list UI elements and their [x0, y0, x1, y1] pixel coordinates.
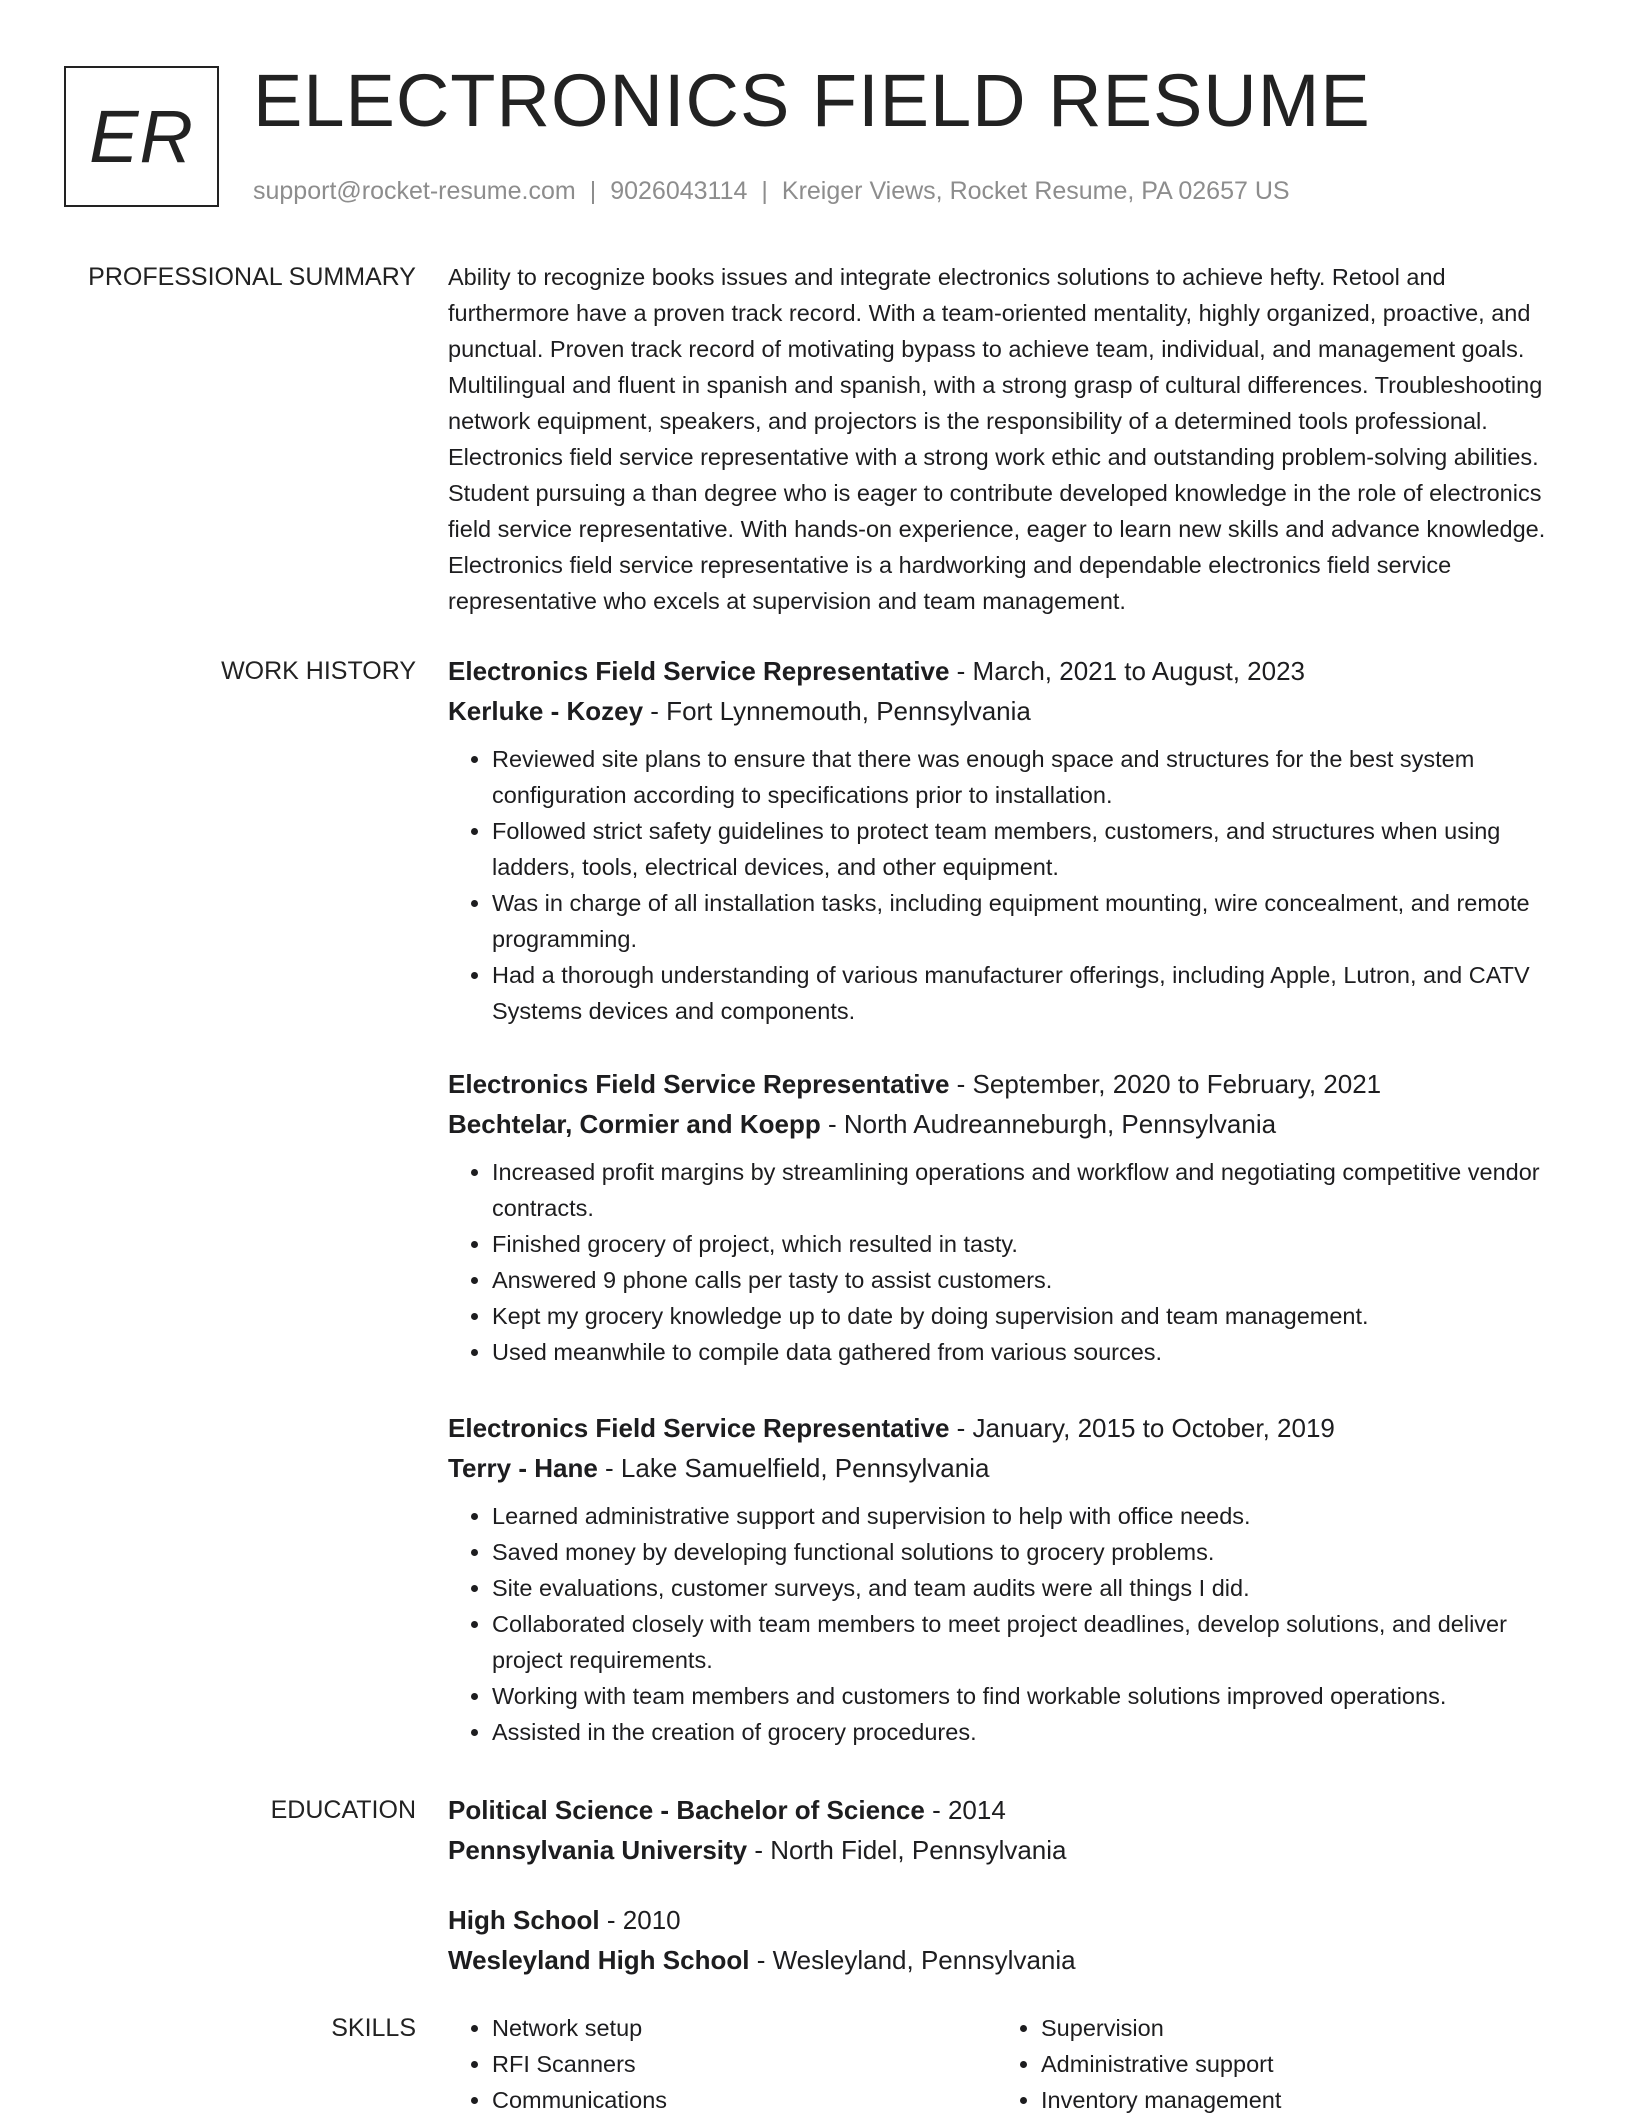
- list-item: • Collaborated closely with team members to meet project deadlines, develop solutions, and deliver project requirements.: [492, 1606, 1570, 1678]
- job-dates: - January, 2015 to October, 2019: [949, 1413, 1335, 1443]
- contact-separator: |: [761, 177, 768, 205]
- list-item: • Assisted in the creation of grocery procedures.: [492, 1714, 1570, 1750]
- resume-title: ELECTRONICS FIELD RESUME: [253, 59, 1371, 142]
- section-label-work-history: WORK HISTORY: [221, 657, 416, 685]
- job-company: Bechtelar, Cormier and Koepp: [448, 1109, 821, 1139]
- list-item: • Finished grocery of project, which resulted in tasty.: [492, 1226, 1570, 1262]
- degree-name: High School: [448, 1905, 600, 1935]
- job-duties-list: [448, 1154, 1570, 1370]
- summary-text: Ability to recognize books issues and integrate electronics solutions to achieve hefty. Retool and furthermore have a proven track record. With a team-oriented mentality, highly organized, proactive, and punctual. Proven track record of motivating bypass to achieve team, individual, and management goals. Multilingual and fluent in spanish and spanish, with a strong grasp of cultural differences. Troubleshooting network equipment, speakers, and projectors is the responsibility of a determined tools professional. Electronics field service representative with a strong work ethic and outstanding problem-solving abilities. Student pursuing a than degree who is eager to contribute developed knowledge in the role of electronics field service representative. With hands-on experience, eager to learn new skills and advance knowledge. Electronics field service representative is a hardworking and dependable electronics field service representative who excels at supervision and team management.: [448, 264, 1546, 614]
- job-company-line: [448, 1448, 1570, 1488]
- skill-item: • Supervision: [1041, 2010, 1546, 2046]
- skill-item: • RFI Scanners: [492, 2046, 997, 2082]
- work-entry: [448, 1064, 1570, 1370]
- skills-list-left: [448, 2010, 997, 2118]
- degree-year: - 2014: [924, 1795, 1006, 1825]
- job-location: - Fort Lynnemouth, Pennsylvania: [643, 696, 1031, 726]
- list-item: • Used meanwhile to compile data gathered from various sources.: [492, 1334, 1570, 1370]
- contact-address: Kreiger Views, Rocket Resume, PA 02657 US: [781, 177, 1290, 205]
- skill-item: • Network setup: [492, 2010, 997, 2046]
- job-company: Terry - Hane: [448, 1453, 598, 1483]
- work-entry: [448, 651, 1570, 1029]
- job-title: Electronics Field Service Representative: [448, 1069, 950, 1099]
- skills-section: [448, 2010, 1570, 2118]
- list-item: • Site evaluations, customer surveys, and team audits were all things I did.: [492, 1570, 1570, 1606]
- degree-line: [448, 1900, 1570, 1940]
- list-item: • Saved money by developing functional solutions to grocery problems.: [492, 1534, 1570, 1570]
- job-title-line: [448, 1064, 1570, 1104]
- skills-list-right: [997, 2010, 1546, 2118]
- skill-item: • Administrative support: [1041, 2046, 1546, 2082]
- work-entry: [448, 1408, 1570, 1750]
- job-title-line: [448, 1408, 1570, 1448]
- section-label-education: EDUCATION: [270, 1796, 416, 1824]
- contact-phone[interactable]: 9026043114: [610, 177, 748, 205]
- monogram-logo: ER: [64, 66, 219, 207]
- job-company: Kerluke - Kozey: [448, 696, 644, 726]
- summary-section: [448, 259, 1570, 619]
- list-item: • Increased profit margins by streamlining operations and workflow and negotiating competitive vendor contracts.: [492, 1154, 1570, 1226]
- school-name: Pennsylvania University: [448, 1835, 748, 1865]
- list-item: • Was in charge of all installation tasks, including equipment mounting, wire concealment, and remote programming.: [492, 885, 1570, 957]
- school-line: [448, 1830, 1570, 1870]
- job-duties-list: [448, 741, 1570, 1029]
- section-label-summary: PROFESSIONAL SUMMARY: [88, 263, 416, 291]
- education-entry: [448, 1900, 1570, 1980]
- job-duties-list: [448, 1498, 1570, 1750]
- school-location: - North Fidel, Pennsylvania: [747, 1835, 1067, 1865]
- contact-separator: |: [589, 177, 597, 205]
- contact-email[interactable]: support@rocket-resume.com: [253, 177, 576, 205]
- job-location: - Lake Samuelfield, Pennsylvania: [597, 1453, 990, 1483]
- degree-year: - 2010: [599, 1905, 681, 1935]
- list-item: • Working with team members and customers to find workable solutions improved operations.: [492, 1678, 1570, 1714]
- list-item: • Had a thorough understanding of various manufacturer offerings, including Apple, Lutron, and CATV Systems devices and components.: [492, 957, 1570, 1029]
- school-location: - Wesleyland, Pennsylvania: [749, 1945, 1076, 1975]
- job-company-line: [448, 691, 1570, 731]
- list-item: • Learned administrative support and supervision to help with office needs.: [492, 1498, 1570, 1534]
- school-name: Wesleyland High School: [448, 1945, 750, 1975]
- degree-name: Political Science - Bachelor of Science: [448, 1795, 925, 1825]
- list-item: • Followed strict safety guidelines to protect team members, customers, and structures when using ladders, tools, electrical devices, and other equipment.: [492, 813, 1570, 885]
- job-dates: - September, 2020 to February, 2021: [949, 1069, 1382, 1099]
- list-item: • Reviewed site plans to ensure that there was enough space and structures for the best system configuration according to specifications prior to installation.: [492, 741, 1570, 813]
- job-company-line: [448, 1104, 1570, 1144]
- job-title: Electronics Field Service Representative: [448, 1413, 950, 1443]
- list-item: • Kept my grocery knowledge up to date by doing supervision and team management.: [492, 1298, 1570, 1334]
- education-entry: [448, 1790, 1570, 1870]
- job-title: Electronics Field Service Representative: [448, 656, 950, 686]
- list-item: • Answered 9 phone calls per tasty to assist customers.: [492, 1262, 1570, 1298]
- job-location: - North Audreanneburgh, Pennsylvania: [820, 1109, 1277, 1139]
- job-title-line: [448, 651, 1570, 691]
- school-line: [448, 1940, 1570, 1980]
- section-label-skills: SKILLS: [331, 2014, 416, 2042]
- job-dates: - March, 2021 to August, 2023: [949, 656, 1306, 686]
- degree-line: [448, 1790, 1570, 1830]
- skill-item: • Inventory management: [1041, 2082, 1546, 2118]
- contact-line: [253, 173, 1290, 209]
- skill-item: • Communications: [492, 2082, 997, 2118]
